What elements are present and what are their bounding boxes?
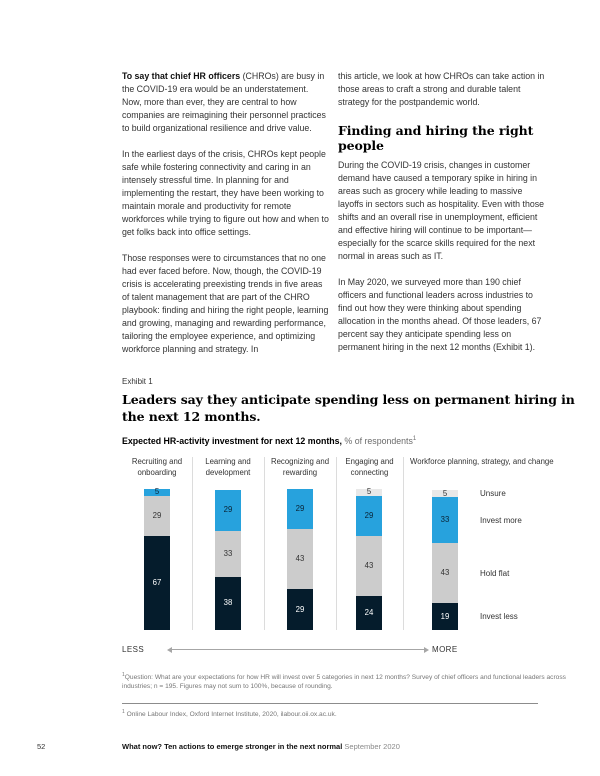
bar-segment: [432, 543, 458, 603]
bar-segment: [432, 490, 458, 497]
body-column-left: [122, 70, 330, 369]
exhibit-label: Exhibit 1: [122, 377, 153, 386]
axis-less-label: LESS: [122, 645, 145, 654]
bar-segment-value: 5: [442, 488, 448, 498]
bar-segment-value: 43: [295, 554, 305, 564]
bar-segment: [144, 496, 170, 537]
bar-segment-value: 5: [154, 487, 160, 497]
chart-column-header: Recruiting and onboarding: [131, 457, 183, 477]
exhibit-title: Leaders say they anticipate spending less on permanent hiring in the next 12 months.: [122, 392, 575, 424]
bar-segment-value: 38: [223, 598, 233, 608]
legend-label: Invest less: [480, 612, 518, 622]
chart-subtitle-bold: Expected HR-activity investment for next 12 months,: [122, 436, 342, 446]
page-number: 52: [37, 742, 46, 751]
bar-segment-value: 33: [223, 548, 233, 558]
stacked-bar: [215, 490, 241, 630]
stacked-bar: [287, 489, 313, 630]
bar-segment-value: 43: [440, 568, 450, 578]
footer-report-title: What now? Ten actions to emerge stronger in the next normal: [122, 742, 343, 751]
paragraph: In the earliest days of the crisis, CHROs kept people safe while fostering connectivity and caring in an intensely stressful time. In planning for and implementing the restart, they have been working to maintain morale and productivity for remote workforces while trying to figure out how and when to get folks back into office settings.: [122, 149, 329, 237]
axis-arrow: [172, 649, 424, 650]
paragraph: this article, we look at how CHROs can take action in those areas to craft a strong and durable talent strategy for the postpandemic world.: [338, 71, 545, 107]
bar-segment: [144, 536, 170, 630]
bar-segment-value: 29: [295, 604, 305, 614]
legend-label: Invest more: [480, 515, 522, 525]
bar-segment-value: 67: [152, 578, 162, 588]
paragraph: Those responses were to circumstances that no one had ever faced before. Now, though, the COVID-19 crisis is accelerating preexisting trends in five areas of talent management that are part of the CHRO playbook: finding and hiring the right people, learning and growing, managing and rewarding performance, tailoring the employee experience, and optimizing workforce planning and strategy. In: [122, 253, 329, 354]
chart-column-header: Workforce planning, strategy, and change: [410, 457, 554, 466]
page-footer: [122, 742, 400, 751]
bar-segment: [432, 603, 458, 630]
bar-segment: [356, 489, 382, 496]
legend-label: Hold flat: [480, 568, 510, 578]
chart-column-header: Learning and development: [205, 457, 251, 477]
footnote-rule: [122, 703, 538, 704]
bar-segment: [356, 496, 382, 537]
bar-segment-value: 24: [364, 608, 374, 618]
section-heading: Finding and hiring the right people: [338, 123, 534, 153]
stacked-bar: [144, 489, 170, 630]
paragraph: During the COVID-19 crisis, changes in customer demand have caused a temporary spike in hiring in areas such as grocery while leading to massive layoffs in sectors such as hospitality. Even with those shifts and an overall rise in unemployment, efficient and effective hiring will continue to be important—especially for the scarce skills required for the next normal in areas such as IT.: [338, 160, 545, 261]
bar-segment: [144, 489, 170, 496]
column-divider: [403, 457, 404, 630]
legend-label: Unsure: [480, 489, 506, 498]
bar-segment: [287, 489, 313, 530]
chart-subtitle-unit: % of respondents: [341, 436, 413, 446]
bar-segment: [356, 536, 382, 596]
bar-segment-value: 43: [364, 561, 374, 571]
bar-segment-value: 29: [223, 505, 233, 515]
lead-in-bold: To say that chief HR officers: [122, 71, 241, 81]
bar-segment-value: 5: [366, 487, 372, 497]
column-divider: [264, 457, 265, 630]
bar-segment-value: 29: [152, 510, 162, 520]
bar-segment: [432, 497, 458, 543]
bar-segment: [287, 589, 313, 630]
stacked-bar-chart: [122, 455, 570, 667]
body-column-right: [338, 70, 546, 367]
bar-segment: [215, 490, 241, 531]
paragraph: To say that chief HR officers (CHROs) are busy in the COVID-19 era would be an understatement. Now, more than ever, they are central to how companies are reimagining their personnel practices to build organizational resilience and drive value.: [122, 71, 326, 133]
column-divider: [336, 457, 337, 630]
bar-segment: [356, 596, 382, 630]
bar-segment: [215, 531, 241, 577]
paragraph: In May 2020, we surveyed more than 190 chief officers and functional leaders across industries to find out how they were thinking about spending allocation in the months ahead. Of those leaders, 67 percent say they anticipate spending less on permanent hiring in the next 12 months (Exhibit 1).: [338, 277, 542, 352]
subtitle-superscript: 1: [412, 436, 417, 443]
chart-footnote: $^1$Question: What are your expectations for how HR will invest over 5 categories in next 12 months? Survey of chief officers and functional leaders across industries; n = 195. Figures may not sum to 100%, because of rounding.: [122, 672, 566, 691]
bar-segment-value: 33: [440, 515, 450, 525]
footer-date: September 2020: [344, 742, 400, 751]
bar-segment-value: 29: [295, 503, 305, 513]
stacked-bar: [432, 490, 458, 630]
bar-segment-value: 19: [440, 611, 450, 621]
chart-subtitle: [122, 436, 416, 446]
column-divider: [192, 457, 193, 630]
bar-segment: [215, 577, 241, 630]
chart-column-header: Recognizing and rewarding: [270, 457, 330, 477]
bar-segment-value: 29: [364, 510, 374, 520]
stacked-bar: [356, 489, 382, 630]
bar-segment: [287, 529, 313, 589]
axis-more-label: MORE: [432, 645, 458, 654]
reference-footnote: $^1$ Online Labour Index, Oxford Internet Institute, 2020, ilabour.oii.ox.ac.uk.: [122, 709, 337, 719]
chart-column-header: Engaging and connecting: [345, 457, 394, 477]
